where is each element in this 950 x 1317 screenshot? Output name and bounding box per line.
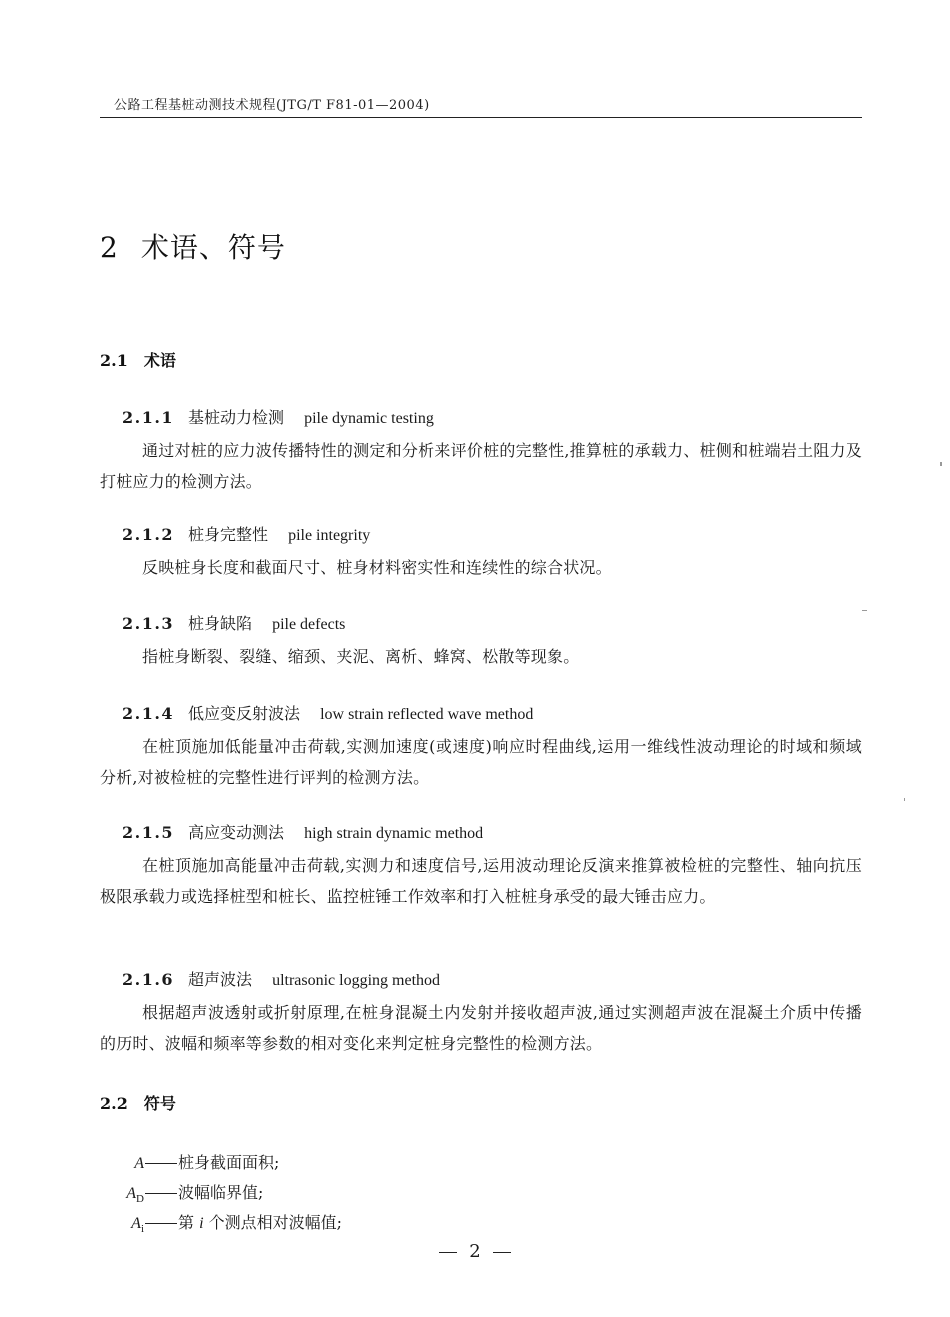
- section-heading-symbols: [100, 1091, 176, 1114]
- term-english: low strain reflected wave method: [320, 706, 534, 723]
- term-chinese: 桩身完整性: [188, 525, 269, 544]
- symbol-list: [100, 1148, 342, 1238]
- page-number: 2: [469, 1241, 481, 1262]
- term-heading: [122, 405, 862, 431]
- symbol: [100, 1149, 144, 1179]
- term-entry: [100, 701, 862, 793]
- symbol-letter: A: [126, 1185, 137, 1202]
- scan-speck: [904, 798, 905, 801]
- term-english: pile integrity: [288, 527, 371, 544]
- section-heading-terms: [100, 348, 176, 371]
- term-english: pile defects: [272, 616, 346, 633]
- header-rule: [100, 117, 862, 118]
- footer-dash-left: [439, 1252, 457, 1253]
- scan-speck: [940, 462, 942, 466]
- term-english: high strain dynamic method: [304, 825, 484, 842]
- symbol-item: [100, 1178, 342, 1208]
- em-dash: [145, 1193, 177, 1194]
- term-chinese: 高应变动测法: [188, 823, 285, 842]
- chapter-title: [100, 226, 286, 266]
- term-definition: 根据超声波透射或折射原理,在桩身混凝土内发射并接收超声波,通过实测超声波在混凝土介质中传播的历时、波幅和频率等参数的相对变化来判定桩身完整性的检测方法。: [100, 1003, 862, 1053]
- chapter-title-text: 术语、符号: [140, 231, 286, 264]
- symbol-letter: A: [131, 1215, 141, 1232]
- section-number: 2.1: [100, 351, 128, 370]
- term-entry: [100, 522, 862, 583]
- term-number: 2.1.5: [122, 823, 175, 842]
- symbol-description: 个测点相对波幅值;: [203, 1213, 343, 1232]
- term-chinese: 基桩动力检测: [188, 408, 285, 427]
- term-entry: [100, 405, 862, 497]
- em-dash: [145, 1223, 177, 1224]
- page-footer: [0, 1241, 950, 1262]
- term-heading: [122, 701, 862, 727]
- term-heading: [122, 820, 862, 846]
- term-entry: [100, 820, 862, 912]
- term-number: 2.1.4: [122, 704, 175, 723]
- term-definition: 在桩顶施加低能量冲击荷载,实测加速度(或速度)响应时程曲线,运用一维线性波动理论的时域和频域分析,对被检桩的完整性进行评判的检测方法。: [100, 737, 862, 787]
- term-number: 2.1.3: [122, 614, 175, 633]
- term-entry: [100, 611, 862, 672]
- term-english: pile dynamic testing: [304, 410, 434, 427]
- term-definition: 在桩顶施加高能量冲击荷载,实测力和速度信号,运用波动理论反演来推算被检桩的完整性、轴向抗压极限承载力或选择桩型和桩长、监控桩锤工作效率和打入桩桩身承受的最大锤击应力。: [100, 856, 862, 906]
- symbol-subscript: i: [140, 1223, 144, 1236]
- symbol: [100, 1209, 144, 1244]
- term-entry: [100, 967, 862, 1059]
- term-number: 2.1.6: [122, 970, 175, 989]
- symbol-item: [100, 1148, 342, 1178]
- term-heading: [122, 611, 862, 637]
- section-number: 2.2: [100, 1094, 128, 1113]
- footer-dash-right: [493, 1252, 511, 1253]
- symbol-description-prefix: 第: [178, 1213, 200, 1232]
- term-chinese: 超声波法: [188, 970, 253, 989]
- symbol-description: 波幅临界值;: [178, 1183, 264, 1202]
- running-header: 公路工程基桩动测技术规程(JTG/T F81-01—2004): [114, 98, 430, 113]
- section-title: 符号: [143, 1094, 176, 1113]
- term-definition: 反映桩身长度和截面尺寸、桩身材料密实性和连续性的综合状况。: [142, 558, 612, 577]
- scan-speck: [862, 610, 867, 611]
- symbol-description: 桩身截面面积;: [178, 1153, 280, 1172]
- term-number: 2.1.1: [122, 408, 175, 427]
- term-number: 2.1.2: [122, 525, 175, 544]
- em-dash: [145, 1163, 177, 1164]
- term-definition: 通过对桩的应力波传播特性的测定和分析来评价桩的完整性,推算桩的承载力、桩侧和桩端岩土阻力及打桩应力的检测方法。: [100, 441, 862, 491]
- term-english: ultrasonic logging method: [272, 972, 441, 989]
- symbol-item: [100, 1208, 342, 1238]
- term-heading: [122, 967, 862, 993]
- term-chinese: 低应变反射波法: [188, 704, 301, 723]
- chapter-number: 2: [100, 231, 119, 264]
- symbol-letter: A: [134, 1155, 144, 1172]
- section-title: 术语: [143, 351, 176, 370]
- term-heading: [122, 522, 862, 548]
- term-definition: 指桩身断裂、裂缝、缩颈、夹泥、离析、蜂窝、松散等现象。: [142, 647, 580, 666]
- symbol-subscript: D: [136, 1193, 144, 1206]
- symbol-index: i: [199, 1215, 204, 1232]
- term-chinese: 桩身缺陷: [188, 614, 253, 633]
